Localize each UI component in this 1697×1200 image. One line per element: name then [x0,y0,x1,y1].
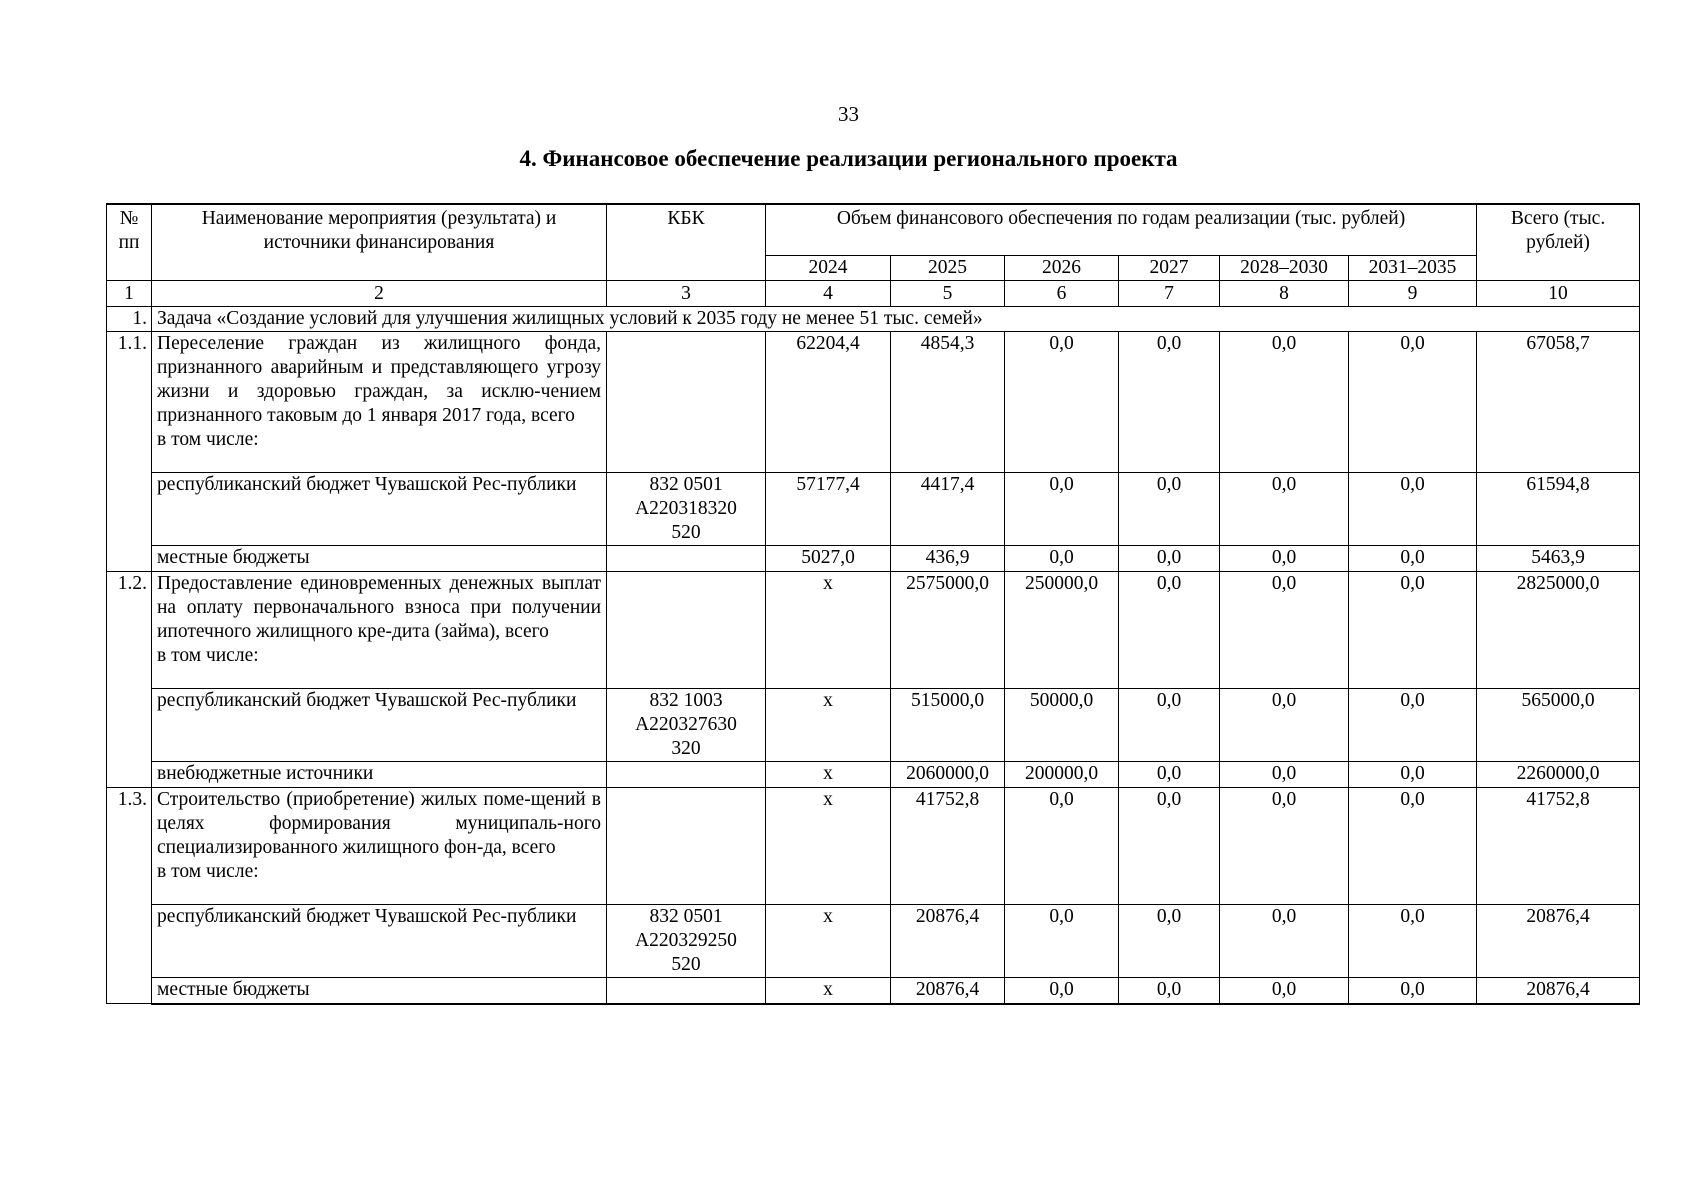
financing-table [106,203,1640,1005]
row-value: 50000,0 [1005,689,1119,762]
table-row [107,762,1640,788]
header-year: 2026 [1005,256,1119,281]
column-number: 10 [1477,281,1640,307]
row-kbk [607,788,766,905]
row-subtitle: в том числе: [157,861,259,882]
header-year: 2031–2035 [1349,256,1477,281]
row-name-text: внебюджетные источники [157,763,374,784]
row-value: 515000,0 [891,689,1005,762]
header-year: 2028–2030 [1220,256,1349,281]
row-value: 57177,4 [766,473,891,546]
row-number: 1.1. [107,332,152,572]
row-kbk [607,762,766,788]
row-value: 0,0 [1119,572,1220,689]
column-number: 7 [1119,281,1220,307]
row-name-text: республиканский бюджет Чувашской Рес-публики [157,690,577,711]
header-volume: Объем финансового обеспечения по годам реализации (тыс. рублей) [766,204,1477,256]
table-row [107,905,1640,978]
row-value: 0,0 [1119,689,1220,762]
table-row [107,788,1640,905]
row-value: 4854,3 [891,332,1005,473]
row-total: 5463,9 [1477,546,1640,572]
column-number-row [107,281,1640,307]
row-value: 20876,4 [891,905,1005,978]
row-value: х [766,689,891,762]
row-value: 62204,4 [766,332,891,473]
table-row [107,332,1640,473]
column-number: 6 [1005,281,1119,307]
row-value: 0,0 [1349,572,1477,689]
row-value: 200000,0 [1005,762,1119,788]
row-name [152,788,607,905]
row-value: х [766,905,891,978]
row-value: 0,0 [1119,332,1220,473]
row-name-text: местные бюджеты [157,547,310,568]
row-kbk [607,978,766,1004]
row-number: 1.2. [107,572,152,788]
row-value: 0,0 [1220,978,1349,1004]
task-row [107,307,1640,332]
row-total: 2825000,0 [1477,572,1640,689]
column-number: 8 [1220,281,1349,307]
row-total: 61594,8 [1477,473,1640,546]
row-value: 0,0 [1349,689,1477,762]
row-value: х [766,762,891,788]
table-row [107,978,1640,1004]
row-value: х [766,572,891,689]
row-value: 0,0 [1119,788,1220,905]
row-value: 0,0 [1119,978,1220,1004]
row-name-text: Строительство (приобретение) жилых поме-щений в целях формирования муниципаль-ного специализированного жилищного фон-да, всего [157,789,601,858]
header-kbk: КБК [607,204,766,281]
row-name-text: Предоставление единовременных денежных выплат на оплату первоначального взноса при получении ипотечного жилищного кре-дита (займа), всего [157,573,601,642]
row-kbk: 832 0501 А220318320 520 [607,473,766,546]
row-name-text: местные бюджеты [157,979,310,1000]
row-value: 0,0 [1220,689,1349,762]
row-value: 4417,4 [891,473,1005,546]
row-name [152,762,607,788]
column-number: 4 [766,281,891,307]
row-value: 2575000,0 [891,572,1005,689]
row-name [152,572,607,689]
row-value: 2060000,0 [891,762,1005,788]
row-value: 0,0 [1005,788,1119,905]
row-subtitle: в том числе: [157,429,259,450]
row-total: 20876,4 [1477,905,1640,978]
row-value: 436,9 [891,546,1005,572]
row-value: х [766,978,891,1004]
row-kbk [607,332,766,473]
row-name [152,332,607,473]
column-number: 1 [107,281,152,307]
row-value: 0,0 [1119,905,1220,978]
table-row [107,473,1640,546]
row-value: 41752,8 [891,788,1005,905]
row-value: 5027,0 [766,546,891,572]
row-kbk: 832 0501 А220329250 520 [607,905,766,978]
document-title: 4. Финансовое обеспечение реализации регионального проекта [519,146,1178,171]
row-name [152,473,607,546]
header-year: 2027 [1119,256,1220,281]
row-value: 0,0 [1220,572,1349,689]
row-value: 0,0 [1220,788,1349,905]
row-total: 41752,8 [1477,788,1640,905]
page-number: 33 [838,102,859,126]
header-total: Всего (тыс. рублей) [1477,204,1640,281]
header-year: 2024 [766,256,891,281]
column-number: 2 [152,281,607,307]
row-total: 2260000,0 [1477,762,1640,788]
row-value: 0,0 [1349,978,1477,1004]
row-total: 20876,4 [1477,978,1640,1004]
row-value: 0,0 [1220,762,1349,788]
column-number: 5 [891,281,1005,307]
row-value: 0,0 [1005,978,1119,1004]
row-value: 0,0 [1005,473,1119,546]
row-value: х [766,788,891,905]
row-value: 0,0 [1119,762,1220,788]
row-name [152,978,607,1004]
row-value: 0,0 [1005,905,1119,978]
row-name-text: республиканский бюджет Чувашской Рес-публики [157,906,577,927]
row-kbk: 832 1003 А220327630 320 [607,689,766,762]
row-value: 0,0 [1005,546,1119,572]
row-number: 1.3. [107,788,152,1004]
row-value: 0,0 [1220,905,1349,978]
task-number: 1. [107,307,152,332]
row-value: 0,0 [1349,762,1477,788]
row-value: 0,0 [1349,546,1477,572]
row-value: 0,0 [1005,332,1119,473]
row-kbk [607,572,766,689]
row-value: 0,0 [1349,332,1477,473]
row-name-text: республиканский бюджет Чувашской Рес-публики [157,474,577,495]
row-name [152,905,607,978]
row-kbk [607,546,766,572]
row-total: 565000,0 [1477,689,1640,762]
table-row [107,546,1640,572]
row-name [152,689,607,762]
row-value: 0,0 [1119,473,1220,546]
row-value: 250000,0 [1005,572,1119,689]
row-total: 67058,7 [1477,332,1640,473]
column-number: 3 [607,281,766,307]
row-name [152,546,607,572]
header-no: № пп [107,204,152,281]
header-name: Наименование мероприятия (результата) и источники финансирования [152,204,607,281]
row-value: 0,0 [1349,905,1477,978]
row-subtitle: в том числе: [157,645,259,666]
row-value: 0,0 [1349,473,1477,546]
task-text: Задача «Создание условий для улучшения жилищных условий к 2035 году не менее 51 тыс. семей» [152,307,1640,332]
row-value: 0,0 [1220,546,1349,572]
row-value: 0,0 [1220,332,1349,473]
row-value: 20876,4 [891,978,1005,1004]
row-value: 0,0 [1119,546,1220,572]
row-value: 0,0 [1349,788,1477,905]
row-name-text: Переселение граждан из жилищного фонда, признанного аварийным и представляющего угрозу жизни и здоровью граждан, за исклю-чением признанного таковым до 1 января 2017 года, всего [157,333,601,426]
column-number: 9 [1349,281,1477,307]
header-year: 2025 [891,256,1005,281]
table-row [107,689,1640,762]
table-row [107,572,1640,689]
row-value: 0,0 [1220,473,1349,546]
